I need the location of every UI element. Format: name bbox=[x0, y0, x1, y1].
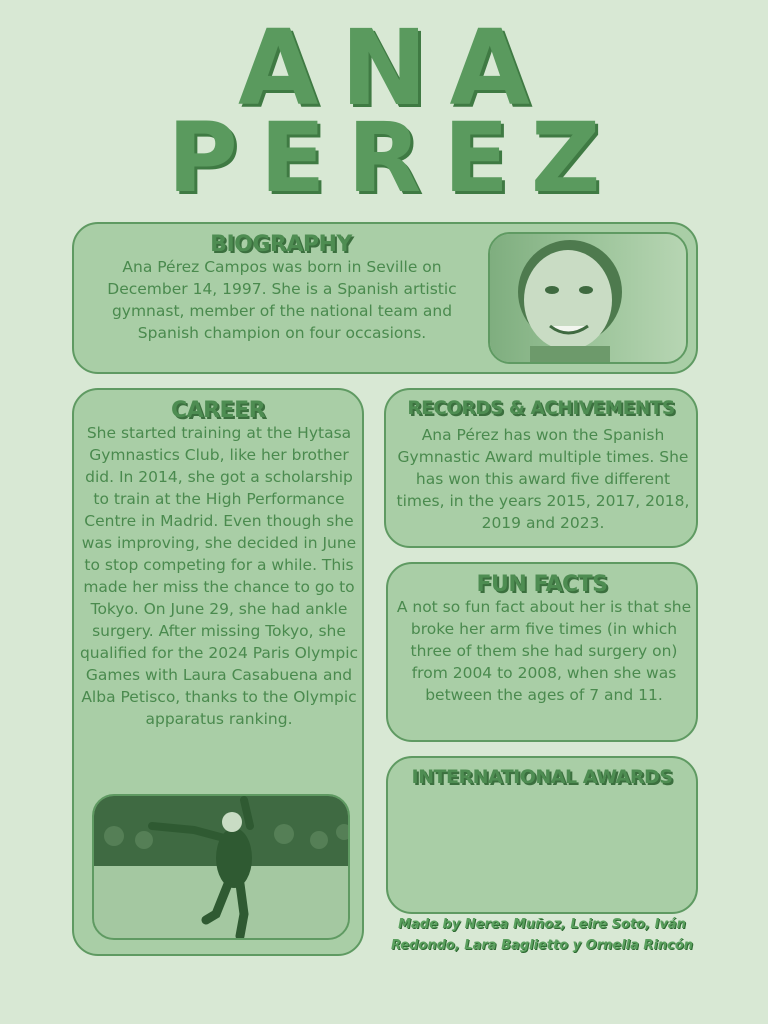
gymnast-performance-photo bbox=[92, 794, 350, 940]
biography-text: Ana Pérez Campos was born in Seville on December 14, 1997. She is a Spanish artistic gymnast, member of the national team and Spanish champion on four occasions. bbox=[107, 258, 457, 342]
fun-facts-card bbox=[386, 562, 698, 742]
career-heading: CAREER bbox=[170, 398, 266, 423]
fun-facts-heading: FUN FACTS bbox=[476, 572, 608, 597]
page-title-first-name: ANA bbox=[237, 7, 552, 129]
records-text: Ana Pérez has won the Spanish Gymnastic Award multiple times. She has won this award five different times, in the years 2015, 2017, 2018, 2019 and 2023. bbox=[396, 426, 690, 532]
career-card bbox=[72, 388, 364, 956]
international-awards-card bbox=[386, 756, 698, 914]
gymnast-photo-image bbox=[94, 796, 350, 940]
biography-heading: BIOGRAPHY bbox=[210, 232, 352, 257]
career-text: She started training at the Hytasa Gymnastics Club, like her brother did. In 2014, she got a scholarship to train at the High Performance Centre in Madrid. Even though she was improving, she decided in June to stop competing for a while. This made her miss the chance to go to Tokyo. On June 29, she had ankle surgery. After missing Tokyo, she qualified for the 2024 Paris Olympic Games with Laura Casabuena and Alba Petisco, thanks to the Olympic apparatus ranking. bbox=[79, 424, 359, 728]
credits-text: Made by Nerea Muñoz, Leire Soto, Iván Redondo, Lara Baglietto y Ornella Rincón bbox=[390, 917, 694, 953]
page-title-last-name: PEREZ bbox=[167, 102, 623, 214]
international-awards-heading: INTERNATIONAL AWARDS bbox=[411, 766, 673, 788]
portrait-photo bbox=[488, 232, 688, 364]
records-heading: RECORDS & ACHIVEMENTS bbox=[407, 398, 675, 419]
biography-card bbox=[72, 222, 698, 374]
portrait-photo-image bbox=[490, 234, 688, 364]
records-achievements-card bbox=[384, 388, 698, 548]
fun-facts-text: A not so fun fact about her is that she broke her arm five times (in which three of them she had surgery on) from 2004 to 2008, when she was between the ages of 7 and 11. bbox=[396, 598, 692, 704]
